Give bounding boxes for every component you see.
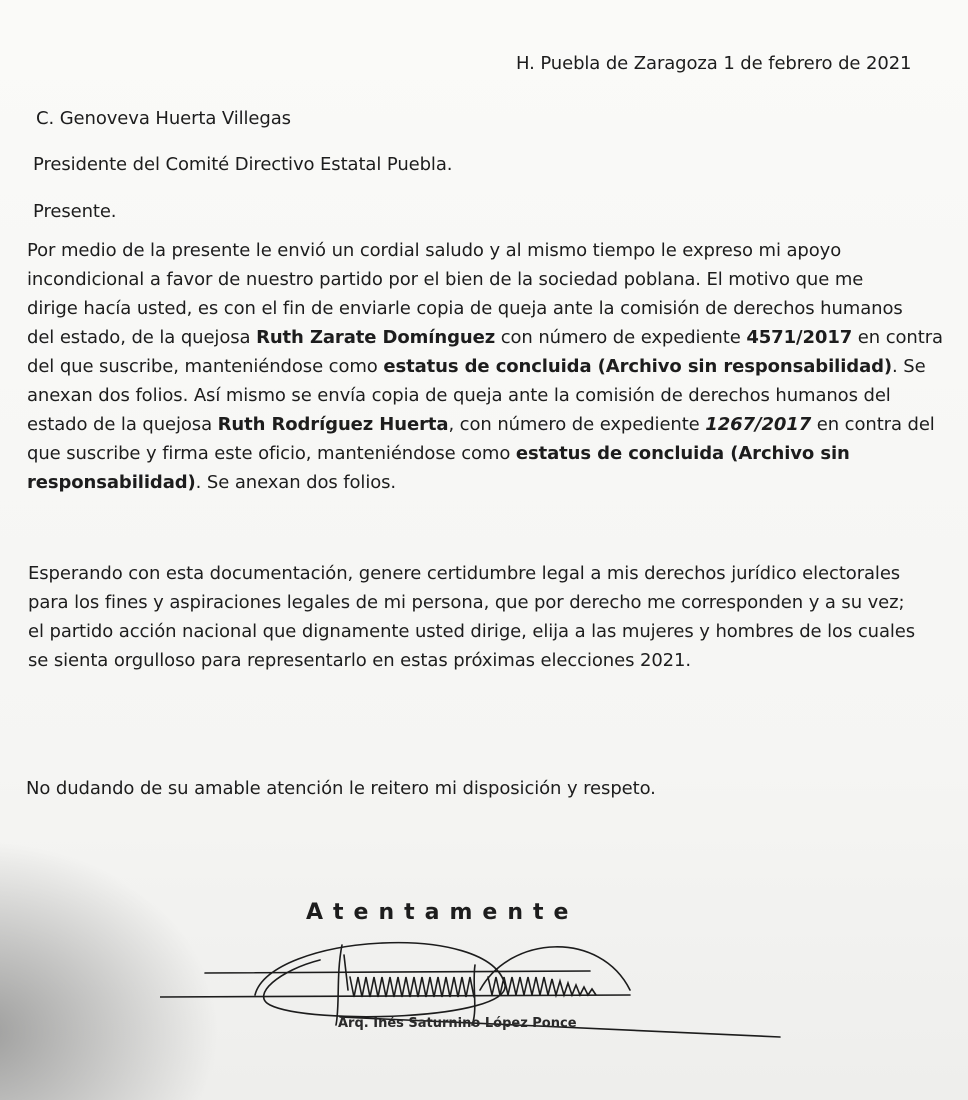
paragraph-text: dirige hacía usted, es con el fin de enviarle copia de queja ante la comisión de derechos humanos bbox=[27, 298, 903, 319]
paragraph-text: anexan dos folios. Así mismo se envía copia de queja ante la comisión de derechos humanos del bbox=[27, 385, 891, 406]
paragraph-line bbox=[27, 265, 943, 294]
paragraph-text: en contra bbox=[852, 327, 943, 348]
paragraph-text: incondicional a favor de nuestro partido por el bien de la sociedad poblana. El motivo que me bbox=[27, 269, 864, 290]
paragraph-text: . Se anexan dos folios. bbox=[195, 472, 397, 493]
paragraph-text: con número de expediente bbox=[495, 327, 747, 348]
paragraph-line: Esperando con esta documentación, genere certidumbre legal a mis derechos jurídico electorales bbox=[28, 563, 901, 584]
paragraph-line bbox=[27, 323, 943, 352]
paragraph-line: el partido acción nacional que dignamente usted dirige, elija a las mujeres y hombres de los cuales bbox=[28, 621, 916, 642]
paragraph-text: estado de la quejosa bbox=[27, 414, 218, 435]
emphasized-text: estatus de concluida (Archivo sin bbox=[515, 443, 850, 464]
closing-line: No dudando de su amable atención le reitero mi disposición y respeto. bbox=[26, 778, 656, 799]
paragraph-line: se sienta orgulloso para representarlo en estas próximas elecciones 2021. bbox=[28, 650, 691, 671]
emphasized-text: Ruth Zarate Domínguez bbox=[256, 327, 496, 348]
paragraph-line: para los fines y aspiraciones legales de mi persona, que por derecho me corresponden y a su vez; bbox=[28, 592, 905, 613]
paragraph-line bbox=[27, 439, 943, 468]
paragraph-text: que suscribe y firma este oficio, manteniéndose como bbox=[27, 443, 516, 464]
paragraph-text: del estado, de la quejosa bbox=[27, 327, 257, 348]
paragraph-text: en contra del bbox=[811, 414, 935, 435]
body-paragraph-1 bbox=[27, 236, 943, 497]
recipient-role: Presidente del Comité Directivo Estatal Puebla. bbox=[33, 154, 453, 175]
greeting: Presente. bbox=[33, 201, 117, 222]
paragraph-line bbox=[27, 381, 943, 410]
paragraph-line bbox=[27, 468, 943, 497]
signer-name: Arq. Inés Saturnino López Ponce bbox=[338, 1016, 577, 1031]
paragraph-line bbox=[27, 294, 943, 323]
recipient-name: C. Genoveva Huerta Villegas bbox=[36, 108, 291, 129]
paragraph-text: , con número de expediente bbox=[448, 414, 706, 435]
body-paragraph-2 bbox=[28, 559, 915, 675]
paragraph-text: Por medio de la presente le envió un cordial saludo y al mismo tiempo le expreso mi apoyo bbox=[27, 240, 842, 261]
emphasized-text: Ruth Rodríguez Huerta bbox=[217, 414, 449, 435]
emphasized-text: 4571/2017 bbox=[746, 327, 853, 348]
emphasized-text: estatus de concluida (Archivo sin responsabilidad) bbox=[383, 356, 893, 377]
paragraph-line bbox=[27, 352, 943, 381]
sign-off: Atentamente bbox=[306, 900, 579, 925]
date-line: H. Puebla de Zaragoza 1 de febrero de 2021 bbox=[516, 53, 912, 74]
paragraph-line bbox=[27, 236, 943, 265]
paragraph-line bbox=[27, 410, 943, 439]
emphasized-text: responsabilidad) bbox=[27, 472, 196, 493]
paragraph-text: . Se bbox=[892, 356, 926, 377]
paragraph-text: del que suscribe, manteniéndose como bbox=[27, 356, 384, 377]
emphasized-text: 1267/2017 bbox=[705, 414, 812, 435]
